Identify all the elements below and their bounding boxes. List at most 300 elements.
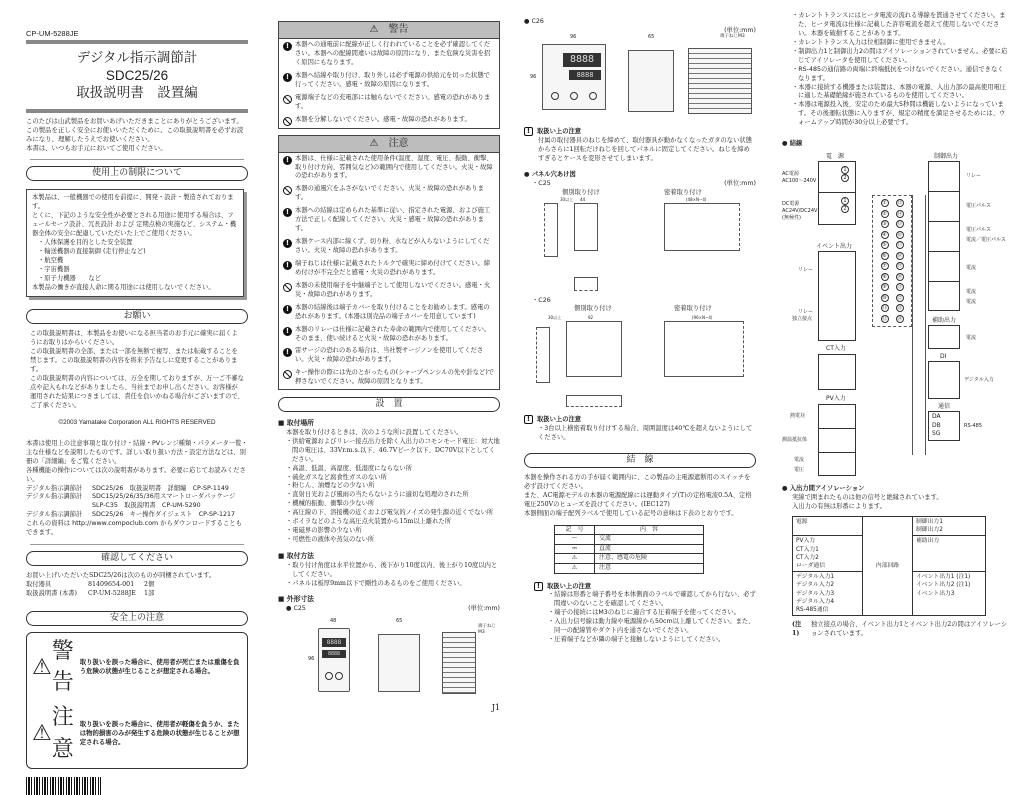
restrictions-list: [38, 239, 238, 284]
ref-doc: SDC25/26 取扱説明書 詳細編 CP-SP-1149: [92, 484, 229, 492]
caution-label: [32, 702, 74, 764]
page-number: J1: [491, 703, 500, 713]
mandatory-icon: !: [283, 261, 292, 270]
item-code: CP-UM-5288JE: [88, 590, 136, 598]
intro-line: 本書は、いつもお手元においてご使用ください。: [26, 144, 167, 153]
adjacent-panel: [566, 395, 622, 407]
pv-display: 8888: [322, 638, 346, 647]
caution-item-text: 本器ケース内部に線くず、切り粉、水などが入らないようにしてください。火災・故障の恐れがあります。: [295, 238, 490, 254]
warning-label: [32, 636, 74, 698]
method-title: ■ 取付方法: [278, 552, 500, 562]
terminal: ⑯: [896, 231, 902, 238]
cell-line: イベント出力2 (注1): [916, 582, 971, 589]
column-4: [782, 0, 1008, 724]
terminal-1: 1: [841, 166, 849, 174]
c25-row: [286, 605, 500, 614]
intro-text: [26, 117, 248, 153]
column-header: 記 号: [555, 525, 595, 535]
ref-doc: SLP-C35 取扱説明書 CP-UM-5290: [92, 502, 201, 510]
meaning-cell: 注意: [595, 564, 704, 574]
caution-legend-text: 取り扱いを誤った場合に、使用者が軽傷を負うか、または物的損害のみが発生する危険の状態が生じることが想定される場合。: [79, 720, 240, 747]
warning-item: [279, 114, 499, 128]
title-line-2: SDC25/26: [105, 68, 169, 84]
ref-product: デジタル指示調節計: [26, 511, 83, 519]
caution-box-header: [279, 136, 499, 153]
warning-item: [279, 70, 499, 92]
cell-line: ローダ通信: [796, 563, 825, 570]
safety-heading: 安全上の注意: [26, 611, 248, 626]
key-row: [325, 672, 343, 680]
about-paragraph: 各種機能の操作については次の説明書があります。必要に応じてお読みください。: [26, 466, 246, 483]
restrictions-heading: 使用上の制限について: [26, 166, 248, 181]
prohibited-icon: [283, 95, 292, 104]
terminal-1: 1: [841, 197, 849, 205]
handling-note-2-text: ・3台以上横密着取り付けする場合、周囲温度は40℃を超えないようにしてください。: [538, 425, 753, 442]
cell-line: CT入力2: [796, 554, 819, 561]
handling-note-3-title: [534, 582, 756, 592]
barcode: [26, 777, 101, 795]
c25-close-cutout: [664, 203, 740, 251]
ref-doc: SDC15/25/26/35/36用スマートローダパッケージ: [92, 493, 236, 501]
sv-display: 8888: [569, 70, 601, 80]
dimensions-title: ■ 外形寸法: [278, 595, 500, 605]
terminal: ⑱: [896, 252, 902, 259]
c25-side-view: [378, 634, 420, 692]
mandatory-icon: !: [283, 42, 292, 51]
warning-item: [279, 39, 499, 70]
handling-note-1-title: [524, 127, 756, 137]
terminal: ㉑: [896, 284, 902, 291]
handling-note-3-list: [548, 591, 756, 645]
list-item: ・原子力機器 など: [38, 274, 101, 282]
symbol-cell: ⎓: [555, 544, 595, 554]
depth-dim: 65: [396, 618, 403, 625]
title-bar-top: [26, 40, 248, 44]
adjacent-panel: [574, 277, 598, 291]
control-output-block: [928, 161, 960, 311]
close-mount-label: 密着取り付け: [674, 305, 712, 313]
panel-cutout-title: ● パネル穴あけ図: [524, 171, 756, 180]
c26-cutout-label: ・C26: [532, 296, 551, 304]
pv-display: 8888: [563, 53, 601, 67]
meaning-cell: 直流: [595, 544, 704, 554]
table-row: [555, 544, 704, 554]
about-text: [26, 440, 248, 538]
ref-row: [26, 511, 248, 520]
terminal-2: 2: [841, 174, 849, 182]
symbol-cell: ⚠: [555, 554, 595, 564]
symbol-cell: ⚠: [555, 564, 595, 574]
item-name: 取扱説明書 (本書): [26, 590, 77, 598]
isolation-table: [792, 516, 986, 616]
width-dim: 48: [330, 618, 337, 625]
aux-output-label: 補助出力: [932, 317, 957, 325]
comm-pin-sg: SG: [932, 430, 941, 438]
title-line-3: 取扱説明書 設置編: [76, 84, 198, 101]
warning-item-text: 本器へ結線や取り付け、取り外しは必ず電源の供給元を切った状態で行ってください。感電・故障の原因になります。: [295, 71, 490, 88]
cell-line: デジタル入力1: [796, 574, 835, 581]
comm-pin-db: DB: [932, 421, 941, 429]
warning-legend: [32, 636, 242, 698]
handling-note-1-text: 付属の取付器具のねじを締めて、取付器具が動かなくなったガタのない状態からさらに1回転だけねじを回してパネルに固定してください。ねじを締めすぎるとケースを変形させてしまいます。: [538, 136, 752, 162]
list-item: ・入出力信号線は動力線や電源線から50cm以上離してください。また、同一の配線管やダクト内を通さないでください。: [548, 618, 755, 635]
height-dim: 96: [308, 656, 315, 663]
key-icon: [325, 672, 333, 680]
wiring-text: [524, 474, 756, 519]
table-row: [555, 535, 704, 545]
list-item: ・ボイラなどのような高圧点火装置から15m以上離れた所: [286, 518, 452, 526]
list-item: ・RS-485の通信路の両端に終端抵抗をつけないでください。通信できなくなります。: [792, 65, 1004, 82]
prohibited-icon: [283, 370, 292, 379]
caution-label-text: 注意: [51, 705, 74, 762]
list-item: ・機械的振動、衝撃の少ない所: [286, 500, 375, 508]
key-icon: [570, 92, 578, 100]
c26-label: ● C26: [524, 18, 756, 27]
cell-line: 電源: [796, 518, 808, 525]
no-polarity-label: (無極性): [782, 215, 801, 222]
warning-item: [279, 92, 499, 114]
caution-item: [279, 205, 499, 236]
cell-line: デジタル入力2: [796, 582, 835, 589]
list-item: ・硫化ガスなど腐食性ガスのない所: [286, 473, 387, 481]
table-header-row: [555, 525, 704, 535]
digital-input-label: デジタル入力: [964, 377, 994, 384]
restrictions-text: とくに、下記のような安全性が必要とされる用途に使用する場合は、フェールセーフ設計、冗長設計 および 定期点検の実施など、システム・機器全体の安全に配慮していただいた上でご使用ください。: [32, 212, 237, 237]
output-vpulse2-label: 電圧パルス: [966, 227, 991, 234]
warning-box: [278, 21, 500, 129]
cutout-width-dim: 92: [588, 315, 594, 321]
request-paragraph: この取扱説明書の内容については、万全を期しておりますが、万一ご不審な点や記入もれなどがありましたら、当社までお申し出ください。お客様が運用された結果につきましては、責任を負いかねる場合がございますので、ご了承ください。: [30, 375, 244, 409]
caution-item-text: 本器の未使用端子を中継端子として使用しないでください。感電・火災・故障の恐れがあります。: [295, 281, 491, 298]
handling-title-text: 取扱い上の注意: [547, 582, 592, 590]
prohibited-icon: [283, 186, 292, 195]
unit-label: (単位:mm): [724, 179, 756, 187]
unit-label: (単位:mm): [724, 26, 756, 34]
warning-item-text: 本器を分解しないでください。感電・故障の恐れがあります。: [295, 115, 471, 123]
screw-label: 端子ねじM3: [478, 624, 496, 636]
location-intro: 本器を取り付けるときは、次のような所に設置してください。: [286, 428, 463, 436]
ac-range-label: AC100～240V: [782, 178, 817, 185]
mandatory-icon: !: [283, 327, 292, 336]
internal-circuit-cell: 内部回路: [863, 516, 913, 615]
spacing-dim: 30以上: [560, 196, 574, 202]
intro-line: このたびは山武製品をお買いあげいただきまことにありがとうございます。: [26, 116, 243, 125]
c26-outline-drawing: [524, 33, 756, 121]
terminal: ⑥: [882, 252, 887, 259]
key-icon: [589, 92, 597, 100]
c26-individual-cutout: [566, 321, 622, 377]
item-name: 取付器具: [26, 581, 52, 589]
rtd-terminals: [819, 429, 855, 453]
warning-legend-text: 取り扱いを誤った場合に、使用者が死亡または重傷を負う危険の状態が生じることが想定される場合。: [79, 658, 240, 676]
close-width-dim: (96×N−4): [692, 315, 713, 321]
installation-heading: 設 置: [278, 397, 500, 412]
list-item: ・人体保護を目的とした安全装置: [38, 238, 133, 246]
column-header: 内 容: [595, 525, 704, 535]
request-paragraph: この取扱説明書は、本製品をお使いになる担当者のお手元に確実に届くようにお取りはからいください。: [30, 330, 238, 347]
c26-side-view: [628, 50, 674, 112]
current-label: 電流: [794, 457, 805, 464]
aux-output-block: [928, 325, 960, 349]
ac-power-label: AC電源: [782, 171, 799, 178]
location-section: [286, 429, 500, 545]
rtd-label: 測温抵抗体: [782, 437, 808, 444]
cutout-width-dim: 44: [580, 196, 586, 202]
safety-legend: [26, 632, 248, 769]
cell-line: 制御出力2: [916, 527, 943, 534]
comm-block: [928, 411, 960, 441]
c26-front-view: [542, 44, 606, 110]
power-label: 電 源: [826, 153, 845, 161]
wiring-diagram: [782, 149, 1008, 479]
list-item: ・制御出力1と制御出力2の間はアイソレーションされていません。必要に応じてアイソレータを使用してください。: [792, 47, 1008, 64]
list-item: ・取り付け角度は水平位置から、後下がり10度以内、後上がり10度以内としてください。: [286, 561, 498, 578]
ct-input-label: CT入力: [826, 345, 846, 353]
list-item: ・電磁界の影響の少ない所: [286, 527, 362, 535]
ref-doc: SDC25/26 キー操作ダイジェスト CP-SP-1217: [92, 511, 235, 519]
c26-close-cutout: [664, 321, 744, 377]
download-note: これらの資料は http://www.compoclub.com からダウンロードすることもできます。: [26, 520, 242, 537]
wiring-paragraph: 本器側面の端子配列ラベルで使用している記号の意味は下表のとおりです。: [524, 510, 738, 517]
warning-triangle-icon: ⚠: [369, 24, 379, 35]
output-current-vpulse-label: 電流／電圧パルス: [966, 237, 1006, 244]
isolation-cell: [793, 572, 863, 616]
list-item: ・可燃性の液体や蒸気のない所: [286, 536, 375, 544]
method-list: [286, 562, 500, 589]
isolation-cell: [913, 536, 986, 572]
attention-icon: !: [534, 582, 543, 591]
list-item: ・直射日光および風雨の当たらないように適切な処理のされた所: [286, 491, 469, 499]
c25-front-view: [318, 628, 350, 692]
terminal: ⑩: [882, 294, 887, 301]
table-row: [793, 516, 986, 535]
cell-line: 補助出力: [916, 538, 940, 545]
caution-item: [279, 345, 499, 367]
isolation-cell: [913, 516, 986, 535]
isolation-title: ● 入出力間アイソレーション: [782, 485, 1008, 494]
isolation-line: 入出力の有無は形番によります。: [792, 503, 886, 510]
terminal: ⑦: [882, 263, 887, 270]
event-output-block: [818, 251, 856, 341]
width-dim: 96: [570, 33, 577, 40]
output-current-label: 電流: [966, 265, 977, 272]
key-icon: [551, 92, 559, 100]
individual-mount-label: 個別取り付け: [562, 188, 600, 196]
spacing-dim: 30以上: [548, 315, 562, 321]
unit-label: (単位:mm): [468, 605, 500, 613]
screw-label: 端子ねじM3: [720, 33, 745, 39]
about-paragraph: 本書は使用上の注意事項と取り付け・結線・PVレンジ種類・パラメータ一覧・主な仕様などを説明したものです。詳しい取り扱い方法・設定方法などは、別冊の「詳細編」をご覧ください。: [26, 439, 248, 465]
list-item: ・航空機: [38, 256, 64, 264]
warning-item-text: 本器への通電前に配線が正しく行われていることを必ず確認してください。本器への配線間違いは故障の原因になり、また危険な災害を招く原因にもなります。: [295, 41, 491, 66]
di-label: DI: [940, 353, 947, 361]
wire-bus: [912, 195, 926, 455]
wiring-notes-list: [792, 12, 1008, 128]
cell-line: デジタル入力4: [796, 598, 835, 605]
list-item: ・結線は形番と端子番号を本体側面のラベルで確認してから行ない、必ず間違いのないことを確認してください。: [548, 591, 756, 608]
individual-mount-label: 個別取り付け: [574, 305, 612, 313]
table-row: [555, 564, 704, 574]
wiring-paragraph: 本器を操作される方の手が届く範囲内に、この製品の主電源遮断用のスイッチを必ず設けてください。: [524, 474, 751, 491]
caution-item-text: 端子ねじは仕様に記載されたトルクで確実に締め付けてください。締め付けが不完全だと感電・火災の恐れがあります。: [295, 259, 491, 276]
rs485-label: RS-485: [964, 423, 982, 430]
confirm-text: お買い上げいただいたSDC25/26は次のものが同梱されています。: [26, 572, 216, 580]
terminal: ⑭: [896, 210, 902, 217]
caution-box: [278, 135, 500, 391]
confirm-contents: [26, 572, 248, 599]
warning-triangle-icon: ⚠: [32, 654, 52, 680]
meaning-cell: 交流: [595, 535, 704, 545]
mandatory-icon: !: [283, 305, 292, 314]
request-heading: お願い: [26, 309, 248, 324]
handling-title-text: 取扱い上の注意: [537, 127, 582, 135]
adjacent-panel: [536, 327, 550, 383]
mandatory-icon: !: [283, 156, 292, 165]
c25-rear-view: [442, 632, 476, 694]
terminal: ⑰: [896, 242, 902, 249]
control-output-label: 制御出力: [934, 153, 959, 161]
comm-label: 通信: [938, 403, 951, 411]
aux-current-label: 電流: [966, 335, 977, 342]
list-item: ・パネルは板厚9mm以下で剛性のあるものをご使用ください。: [286, 579, 466, 587]
table-row: [555, 554, 704, 564]
caution-item-text: 本器の結線後は端子カバーを取り付けることをお勧めします。感電の恐れがあります。(本器は別売品の端子カバーを用意しています): [295, 303, 490, 320]
dc-power-label: DC電源: [782, 201, 800, 208]
caution-item: [279, 183, 499, 205]
pv-input-label: PV入力: [826, 395, 846, 403]
mandatory-icon: !: [283, 208, 292, 217]
cell-line: CT入力1: [796, 546, 819, 553]
isolation-line: 実線で囲まれたものは他の信号と絶縁されています。: [792, 494, 943, 502]
column-3: [524, 0, 756, 724]
adjacent-panel: [544, 203, 558, 257]
di-block: [928, 361, 960, 399]
output-current2-label: 電流: [966, 289, 977, 296]
caution-triangle-icon: ⚠: [32, 721, 52, 747]
caution-item-text: 本器は、仕様に記載された使用条件(温度、湿度、電圧、振動、衝撃、取り付け方向、雰囲気など)の範囲内で使用してください。火災・故障の恐れがあります。: [295, 154, 493, 180]
confirm-heading: 確認してください: [26, 551, 248, 566]
ref-product: デジタル指示調節計: [26, 493, 83, 501]
terminal: ②: [882, 210, 887, 217]
indep-contact-label: 独立接点: [792, 316, 813, 323]
list-item: ・宇宙機器: [38, 265, 70, 273]
dc-terminals: [819, 193, 855, 213]
footnote-text: 独立接点の場合、イベント出力1とイベント出力2の間はアイソレーションされています。: [811, 621, 1008, 638]
caution-item: [279, 302, 499, 324]
cell-line: 制御出力1: [916, 518, 943, 525]
list-item: ・本器に接続する機器または装置は、本器の電源、入出力部の最高使用電圧に適した基礎絶縁が施されているものを使用してください。: [792, 83, 1007, 100]
sv-display: 8888: [322, 650, 346, 658]
title-bar-bottom: [26, 109, 248, 113]
attention-icon: !: [524, 127, 533, 136]
list-item: ・カレントトランス入力は位相制御に使用できません。: [792, 38, 950, 46]
caution-item-text: 本器の通風穴をふさがないでください。火災・故障の恐れがあります。: [295, 185, 484, 202]
copyright: ©2003 Yamatake Corporation ALL RIGHTS RESERVED: [58, 418, 216, 426]
isolation-cell: [793, 516, 863, 535]
warning-item-text: 電源端子などの充電部には触らないでください。感電の恐れがあります。: [295, 93, 491, 110]
thermocouple-terminals: [819, 405, 855, 429]
warning-box-header: [279, 22, 499, 39]
list-item: ・高温、低温、高湿度、低湿度にならない所: [286, 464, 412, 472]
footnote: [792, 621, 1008, 639]
terminal: ⑨: [882, 284, 887, 291]
cell-line: PV入力: [796, 538, 816, 545]
c26-rear-view: [688, 48, 752, 114]
restrictions-footer: 本製品の働きが直接人命に関る用途には使用しないでください。: [32, 283, 215, 291]
restrictions-box: [26, 189, 244, 297]
pv-input-block: [818, 404, 856, 476]
c25-cutout-row: [532, 180, 756, 189]
cell-line: RS-485通信: [796, 607, 829, 614]
footnote-label: (注1): [792, 621, 802, 638]
key-icon: [335, 672, 343, 680]
isolation-text: [792, 494, 1008, 512]
terminal: ⑮: [896, 221, 902, 228]
ac-terminals: [819, 162, 855, 193]
doc-number: CP-UM-5288JE: [26, 29, 79, 38]
ct-input-block: [818, 354, 856, 390]
package-row: [26, 590, 248, 599]
depth-dim: 65: [648, 33, 655, 40]
c25-cutout-label: ・C25: [532, 179, 551, 187]
list-item: ・カレントトランスにはヒータ電流の流れる導線を貫通させてください。また、ヒータ電流は仕様に記載した許容電流を超えて使用しないでください。本器を破損することがあります。: [792, 12, 1006, 37]
c26-cutout-drawing: [524, 305, 756, 413]
request-text: [30, 330, 244, 410]
terminal: ①: [882, 200, 887, 207]
terminal: ④: [882, 231, 887, 238]
prohibited-icon: [283, 117, 292, 126]
terminal: ⑪: [881, 305, 887, 312]
isolation-cell: [793, 536, 863, 572]
package-row: [26, 581, 248, 590]
column-2: [278, 0, 500, 724]
terminal: ㉓: [896, 305, 902, 312]
cell-line: イベント出力1 (注1): [916, 574, 971, 581]
handling-note-2-title: [524, 415, 756, 425]
terminal: ⑬: [896, 200, 902, 207]
relay-label: リレー: [798, 267, 814, 274]
caution-item: [279, 236, 499, 258]
terminal-2: 2: [841, 205, 849, 213]
request-paragraph: この取扱説明書の全部、または一部を無断で複写、または転載することを禁じます。この取扱説明書の内容を将来予告なしに変更することがあります。: [30, 348, 238, 374]
attention-icon: !: [524, 415, 533, 424]
voltage-label: 電圧: [794, 467, 805, 474]
restrictions-text: 本製品は、一般機器での使用を前提に、開発・設計・製造されております。: [32, 194, 234, 211]
c25-individual-cutout: [574, 203, 598, 251]
relay-indep-label: リレー: [798, 309, 814, 316]
key-row: [551, 92, 597, 100]
terminal: ③: [882, 221, 887, 228]
list-item: ・圧着端子などが隣の端子と接触しないようにしてください。: [548, 636, 725, 644]
mandatory-icon: !: [283, 348, 292, 357]
isolation-cell: [913, 572, 986, 616]
list-item: ・端子の接続にはM3のねじに適合する圧着端子を使ってください。: [548, 609, 741, 617]
title-line-1: デジタル指示調節計: [76, 50, 198, 66]
mandatory-icon: !: [283, 239, 292, 248]
warning-label-text: 警告: [51, 638, 74, 696]
caution-item: [279, 258, 499, 280]
caution-item: [279, 367, 499, 389]
terminal: ㉔: [896, 315, 902, 322]
cell-line: デジタル入力3: [796, 590, 835, 597]
terminal-block: [872, 195, 912, 327]
c25-cutout-drawing: [524, 189, 756, 297]
item-code: 81409654-001: [88, 581, 135, 589]
intro-line: この製品を正しく安全にお使いいただくために、この取扱説明書を必ずお読みになり、理解したうえでお使いください。: [26, 125, 244, 143]
caution-box-title: 注意: [388, 137, 409, 149]
wiring-diagram-title: ● 結線: [782, 140, 1008, 149]
close-mount-label: 密着取り付け: [664, 188, 702, 196]
